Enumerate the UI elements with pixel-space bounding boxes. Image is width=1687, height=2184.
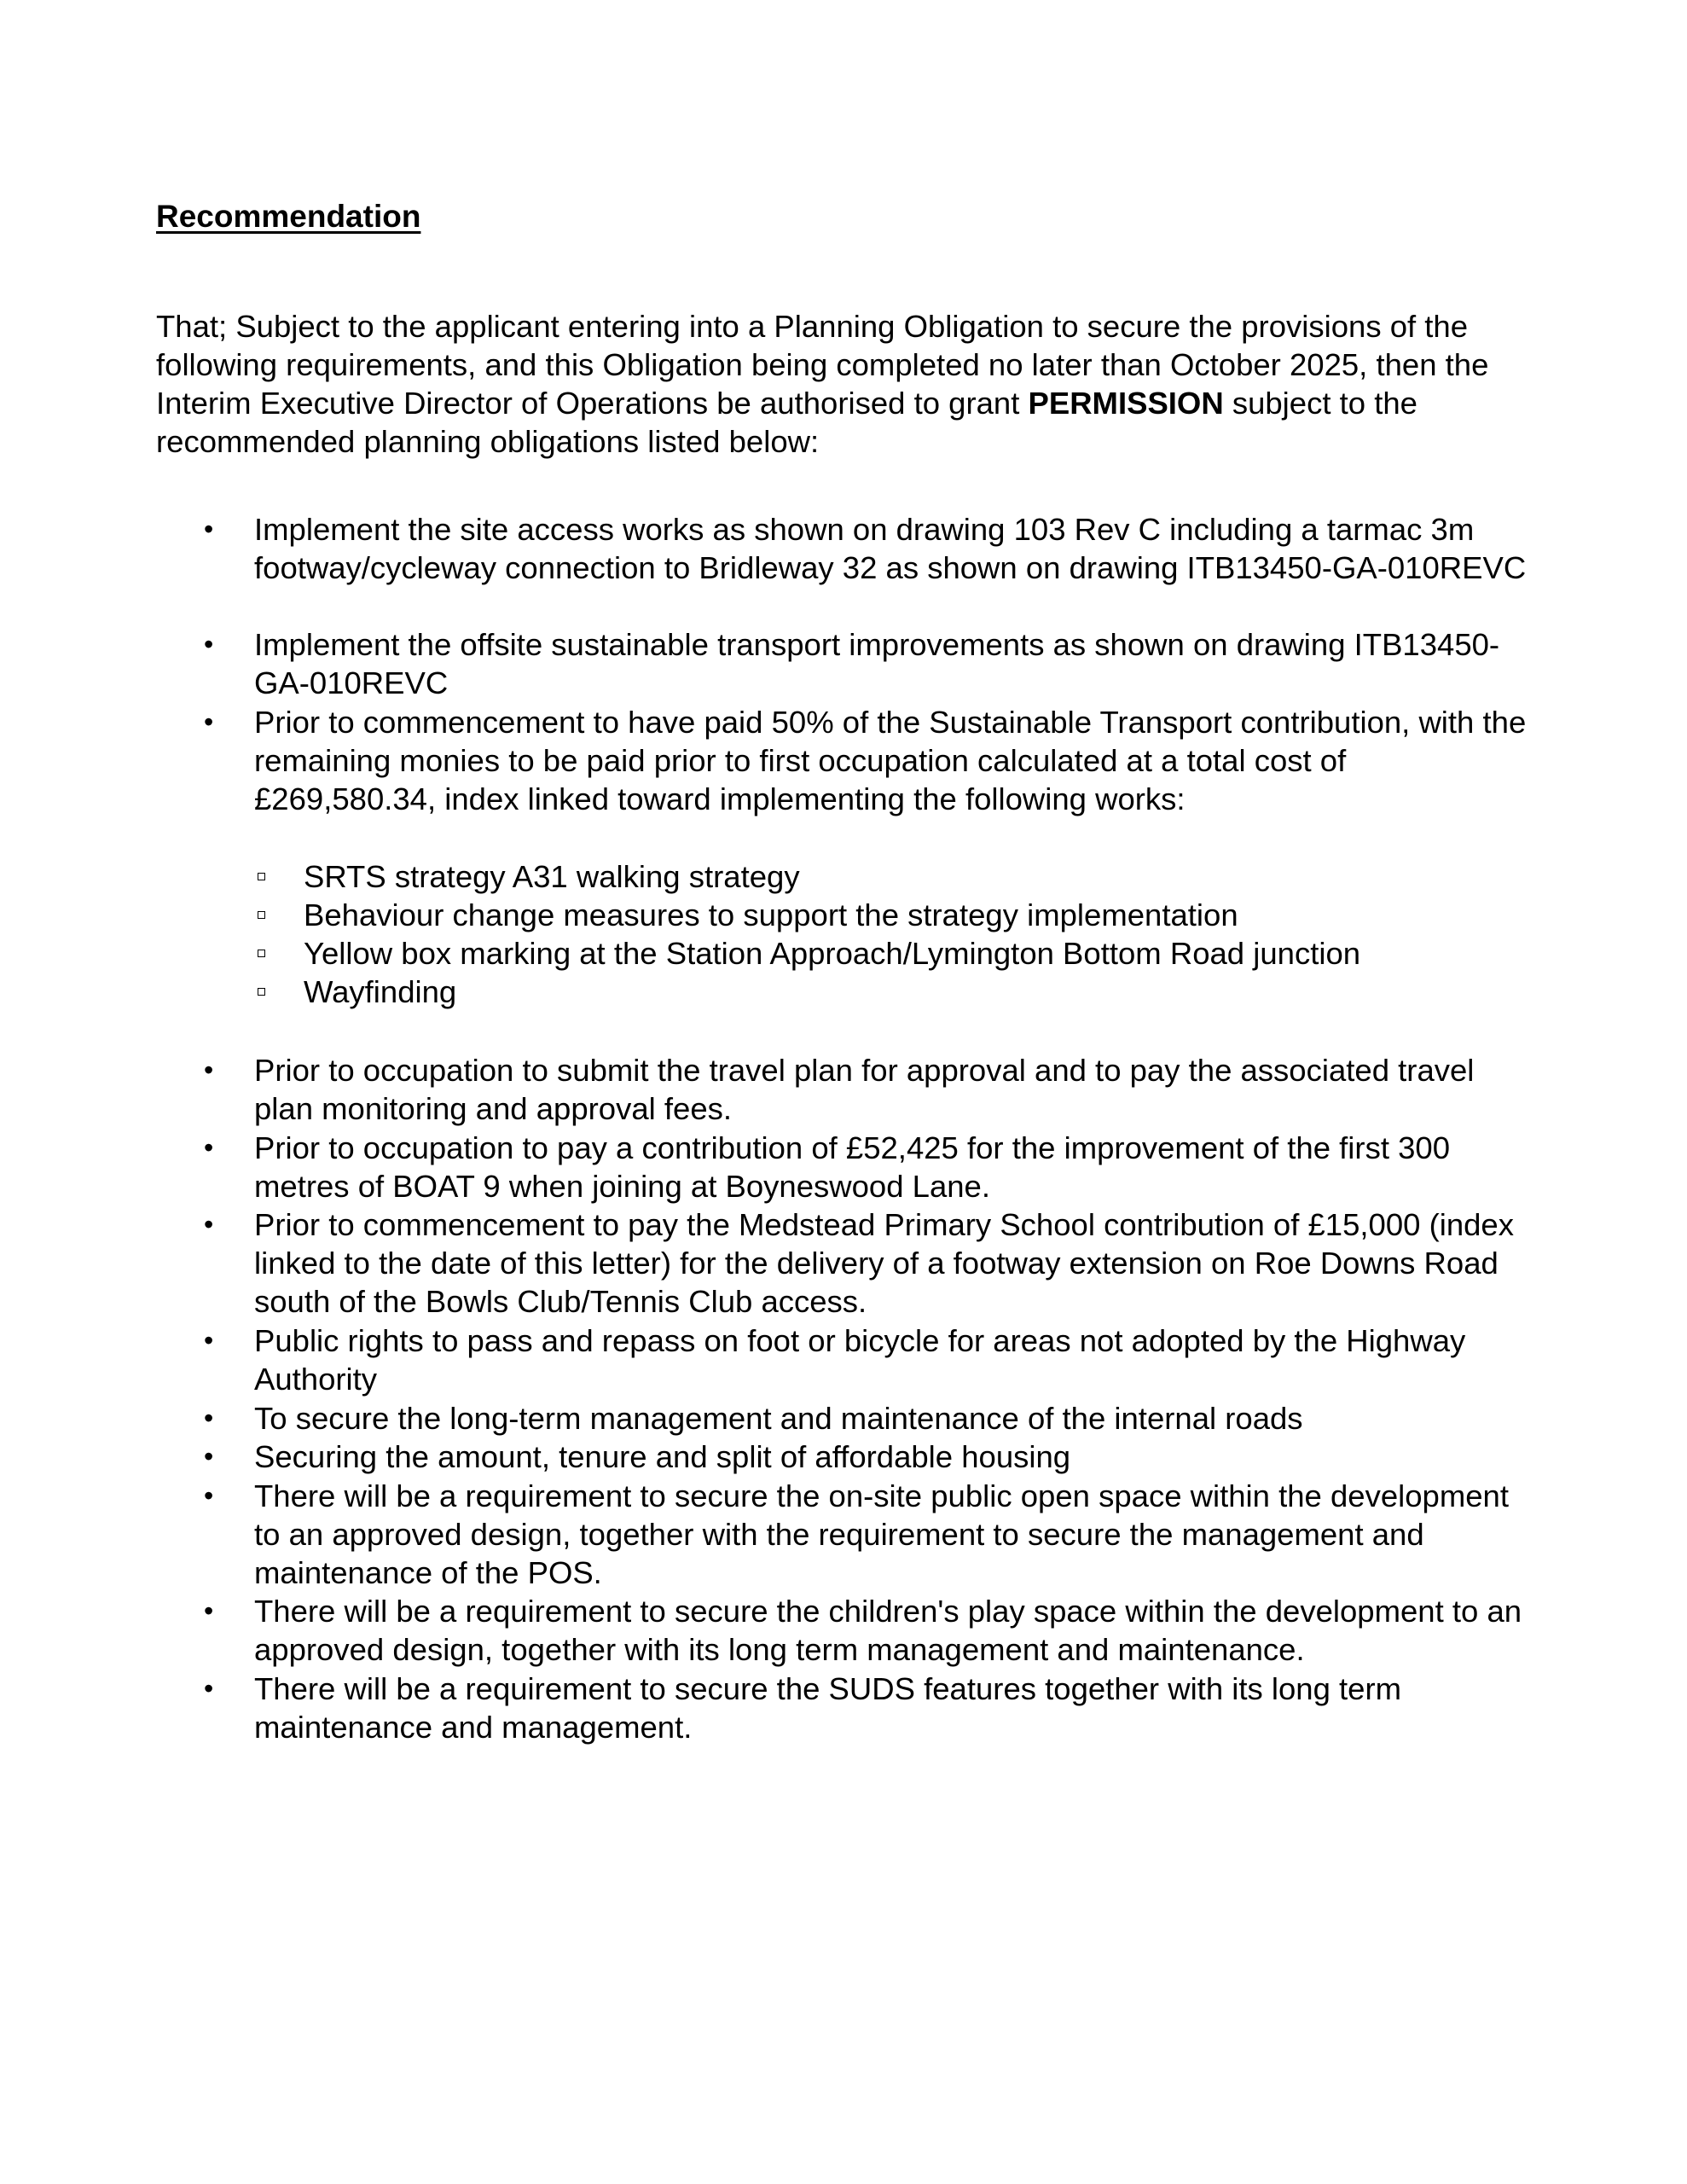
sub-bullet-marker (256, 973, 270, 1011)
bullet-marker: • (204, 1441, 214, 1472)
bullet-marker: • (204, 1480, 214, 1511)
bullet-marker: • (204, 1209, 214, 1240)
bullet-marker: • (204, 1325, 214, 1356)
sub-bullet-marker (256, 896, 270, 934)
sub-bullet-marker (256, 857, 270, 896)
sub-list-item: Yellow box marking at the Station Approach/Lymington Bottom Road junction (304, 936, 1361, 971)
bullet-marker: • (204, 1673, 214, 1704)
bullet-marker: • (204, 1403, 214, 1433)
list-item: Prior to occupation to pay a contribution of £52,425 for the improvement of the first 300 metres of BOAT 9 when joining at Boyneswood Lane. (254, 1130, 1451, 1204)
list-item: Prior to commencement to have paid 50% of the Sustainable Transport contribution, with the remaining monies to be paid prior to first occupation calculated at a total cost of £269,580.34, index linked toward implementing the following works: (254, 705, 1527, 816)
list-item: Implement the offsite sustainable transport improvements as shown on drawing ITB13450-GA-010REVC (254, 627, 1500, 700)
list-item: To secure the long-term management and maintenance of the internal roads (254, 1401, 1303, 1436)
intro-paragraph (156, 307, 1538, 461)
list-item: There will be a requirement to secure the SUDS features together with its long term maintenance and management. (254, 1671, 1402, 1745)
recommendation-heading: Recommendation (156, 199, 421, 234)
intro-text-before: That; Subject to the applicant entering into a Planning Obligation to secure the provisions of the following requirements, and this Obligation being completed no later than October 2025, then the Interim Executive Director of Operations be authorised to grant (156, 309, 1489, 421)
sub-bullet-marker (256, 934, 270, 973)
list-item: There will be a requirement to secure the children's play space within the development to an approved design, together with its long term management and maintenance. (254, 1594, 1522, 1667)
sub-list-item: Wayfinding (304, 974, 457, 1009)
bullet-marker: • (204, 706, 214, 737)
sub-list-item: Behaviour change measures to support the strategy implementation (304, 897, 1238, 932)
list-item: Prior to commencement to pay the Medstead Primary School contribution of £15,000 (index linked to the date of this letter) for the delivery of a footway extension on Roe Downs Road south of the Bowls Club/Tennis Club access. (254, 1207, 1514, 1319)
sub-list-item: SRTS strategy A31 walking strategy (304, 859, 800, 894)
list-item: Securing the amount, tenure and split of affordable housing (254, 1439, 1071, 1474)
list-item: Implement the site access works as shown on drawing 103 Rev C including a tarmac 3m footway/cycleway connection to Bridleway 32 as shown on drawing ITB13450-GA-010REVC (254, 512, 1527, 585)
list-item: Public rights to pass and repass on foot or bicycle for areas not adopted by the Highway Authority (254, 1323, 1466, 1397)
bullet-marker: • (204, 1054, 214, 1085)
bullet-marker: • (204, 514, 214, 544)
list-item: There will be a requirement to secure the on-site public open space within the development to an approved design, together with the requirement to secure the management and maintenance of the POS. (254, 1478, 1509, 1590)
list-item: Prior to occupation to submit the travel plan for approval and to pay the associated travel plan monitoring and approval fees. (254, 1053, 1475, 1126)
bullet-marker: • (204, 1132, 214, 1163)
permission-bold: PERMISSION (1028, 386, 1224, 421)
bullet-marker: • (204, 1595, 214, 1626)
bullet-marker: • (204, 629, 214, 659)
intro-text-after: subject to the recommended planning obligations listed below: (156, 386, 1417, 459)
